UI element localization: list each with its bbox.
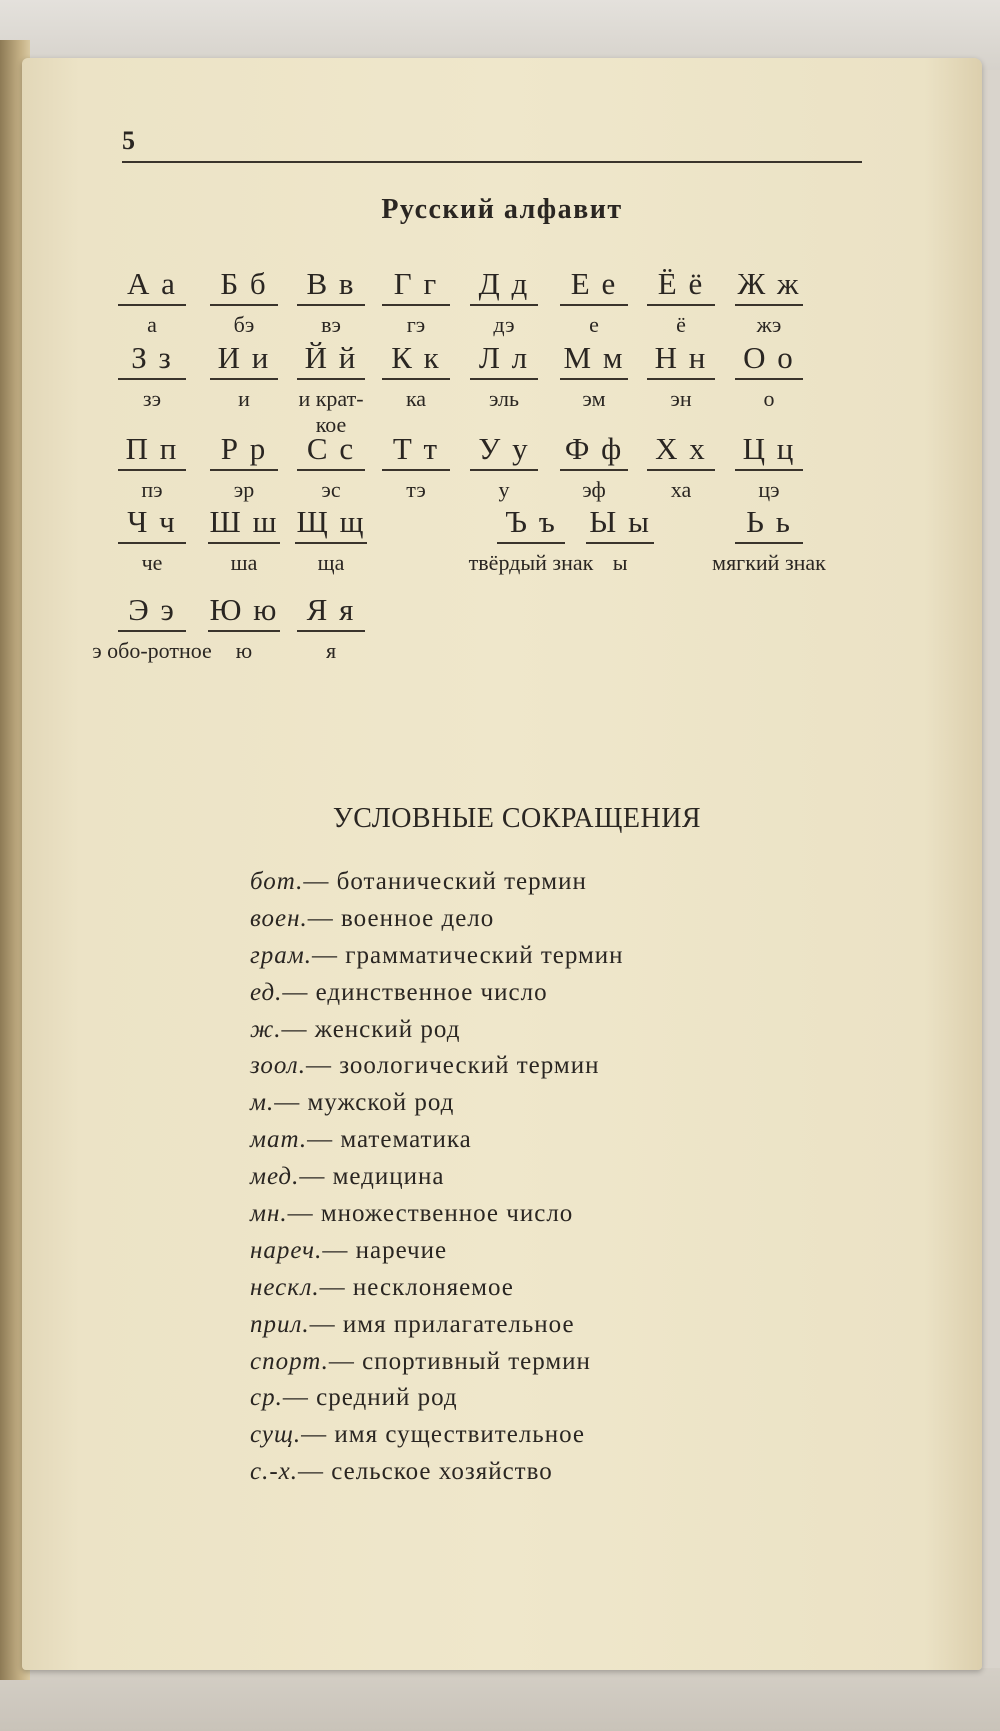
alphabet-cell: [549, 431, 639, 503]
alphabet-cell: [459, 340, 549, 412]
alphabet-letter-name: вэ: [321, 312, 341, 337]
abbreviation-item: [250, 1307, 624, 1344]
abbreviation-dash: —: [301, 1421, 335, 1449]
alphabet-letter: Х х: [647, 431, 715, 471]
alphabet-cell: [549, 340, 639, 412]
abbreviation-key: мат.: [250, 1126, 308, 1154]
alphabet-letter-name: у: [498, 477, 510, 502]
abbreviation-meaning: единственное число: [315, 978, 548, 1006]
abbreviation-meaning: мужской род: [307, 1089, 455, 1117]
alphabet-letter-name: э обо-ротное: [92, 638, 212, 663]
background-surface: [0, 1668, 1000, 1731]
abbreviation-item: [250, 1380, 624, 1417]
alphabet-letter: М м: [560, 340, 628, 380]
alphabet-letter: Э э: [118, 592, 186, 632]
alphabet-cell: [459, 431, 549, 503]
abbreviation-dash: —: [282, 1384, 317, 1412]
abbreviation-key: ср.: [250, 1384, 283, 1412]
alphabet-cell: [575, 504, 665, 576]
alphabet-letter: О о: [735, 340, 803, 380]
alphabet-letter: И и: [210, 340, 278, 380]
alphabet-letter: Й й: [297, 340, 365, 380]
alphabet-letter-name: че: [141, 550, 163, 575]
abbreviation-item: [250, 1196, 624, 1233]
alphabet-cell: [107, 431, 197, 503]
abbreviation-key: грам.: [250, 941, 312, 969]
page-number: 5: [122, 126, 135, 155]
abbreviation-dash: —: [298, 1458, 332, 1486]
abbreviation-meaning: ботанический термин: [336, 868, 587, 895]
abbreviation-dash: —: [307, 904, 342, 932]
alphabet-letter: Ю ю: [208, 592, 281, 632]
abbreviation-dash: —: [309, 1310, 343, 1338]
alphabet-letter: Е е: [560, 266, 628, 306]
abbreviation-item: [250, 938, 624, 975]
abbreviation-item: [250, 1012, 624, 1049]
abbreviation-meaning: средний род: [316, 1384, 458, 1412]
alphabet-letter-name: зэ: [142, 386, 162, 411]
abbreviation-item: [250, 1270, 624, 1307]
abbreviation-meaning: военное дело: [341, 904, 495, 932]
alphabet-cell: [371, 266, 461, 338]
abbreviation-dash: —: [274, 1089, 308, 1117]
abbreviation-meaning: имя существительное: [334, 1421, 585, 1449]
alphabet-letter-name: я: [325, 638, 337, 663]
abbreviation-meaning: грамматический термин: [345, 941, 624, 969]
abbreviation-key: ж.: [250, 1015, 282, 1043]
abbreviation-key: спорт.: [250, 1347, 329, 1375]
alphabet-letter: Г г: [382, 266, 450, 306]
alphabet-letter: Ш ш: [208, 504, 281, 544]
alphabet-letter-name: эф: [582, 477, 606, 502]
alphabet-letter-name: твёрдый знак: [468, 550, 594, 575]
alphabet-letter-name: цэ: [758, 477, 780, 502]
alphabet-cell: [286, 592, 376, 664]
abbreviation-dash: —: [305, 1052, 340, 1080]
alphabet-cell: [107, 266, 197, 338]
alphabet-letter: Р р: [210, 431, 278, 471]
abbreviation-meaning: математика: [340, 1126, 472, 1154]
abbreviation-dash: —: [303, 868, 337, 895]
alphabet-cell: [549, 266, 639, 338]
alphabet-cell: [286, 504, 376, 576]
alphabet-letter-name: ща: [317, 550, 345, 575]
alphabet-cell: [724, 266, 814, 338]
alphabet-letter: Ц ц: [735, 431, 803, 471]
alphabet-cell: [371, 340, 461, 412]
alphabet-letter: С с: [297, 431, 365, 471]
abbreviation-dash: —: [299, 1163, 333, 1191]
alphabet-letter: Я я: [297, 592, 365, 632]
abbreviation-key: нескл.: [250, 1273, 320, 1301]
abbreviation-key: мед.: [250, 1163, 300, 1191]
alphabet-cell: [199, 504, 289, 576]
abbreviations-list: [250, 864, 624, 1491]
alphabet-cell: [371, 431, 461, 503]
abbreviation-item: [250, 1344, 624, 1381]
alphabet-cell: [724, 340, 814, 412]
abbreviation-meaning: множественное число: [320, 1200, 574, 1228]
alphabet-cell: [199, 266, 289, 338]
abbreviation-item: [250, 864, 624, 901]
alphabet-letter-name: ы: [612, 550, 628, 575]
alphabet-cell: [724, 431, 814, 503]
alphabet-letter: Ф ф: [560, 431, 628, 471]
abbreviation-dash: —: [311, 941, 346, 969]
alphabet-cell: [286, 340, 376, 438]
alphabet-cell: [92, 592, 212, 664]
alphabet-letter: У у: [470, 431, 538, 471]
abbreviation-key: ед.: [250, 978, 283, 1006]
abbreviation-key: бот.: [250, 868, 304, 895]
alphabet-cell: [636, 266, 726, 338]
abbreviation-meaning: женский род: [314, 1015, 461, 1043]
alphabet-letter: Ы ы: [586, 504, 654, 544]
book-page: [22, 58, 982, 1670]
abbreviation-key: зоол.: [250, 1052, 306, 1080]
alphabet-letter-name: ша: [230, 550, 258, 575]
abbreviation-item: [250, 1048, 624, 1085]
abbreviation-meaning: спортивный термин: [362, 1347, 591, 1375]
abbreviation-dash: —: [282, 978, 316, 1006]
abbreviation-dash: —: [281, 1015, 315, 1043]
abbreviation-item: [250, 1159, 624, 1196]
alphabet-letter: Н н: [647, 340, 715, 380]
abbreviation-item: [250, 1417, 624, 1454]
alphabet-title: Русский алфавит: [381, 194, 623, 225]
alphabet-letter-name: бэ: [233, 312, 255, 337]
alphabet-letter-name: эс: [321, 477, 341, 502]
abbreviation-item: [250, 1233, 624, 1270]
abbreviation-item: [250, 975, 624, 1012]
abbreviation-meaning: сельское хозяйство: [331, 1458, 553, 1486]
abbreviation-item: [250, 901, 624, 938]
alphabet-letter-name: гэ: [406, 312, 426, 337]
abbreviation-item: [250, 1085, 624, 1122]
abbreviation-meaning: несклоняемое: [352, 1273, 514, 1301]
alphabet-letter: Д д: [470, 266, 538, 306]
alphabet-letter-name: е: [589, 312, 599, 337]
alphabet-letter: А а: [118, 266, 186, 306]
alphabet-letter: З з: [118, 340, 186, 380]
abbreviation-meaning: наречие: [355, 1236, 448, 1264]
abbreviation-item: [250, 1122, 624, 1159]
alphabet-letter: Ж ж: [735, 266, 803, 306]
alphabet-letter-name: эм: [582, 386, 606, 411]
alphabet-letter-name: мягкий знак: [712, 550, 826, 575]
alphabet-letter: В в: [297, 266, 365, 306]
abbreviation-key: воен.: [250, 904, 308, 932]
alphabet-letter: Ь ь: [735, 504, 803, 544]
alphabet-letter-name: жэ: [756, 312, 782, 337]
alphabet-cell: [107, 340, 197, 412]
alphabet-cell: [286, 431, 376, 503]
abbreviation-dash: —: [287, 1200, 321, 1228]
abbreviation-key: м.: [250, 1089, 275, 1117]
alphabet-table: [22, 58, 982, 778]
alphabet-cell: [199, 340, 289, 412]
alphabet-cell: [199, 592, 289, 664]
alphabet-cell: [636, 431, 726, 503]
abbreviation-meaning: зоологический термин: [339, 1052, 600, 1080]
alphabet-letter-name: и крат-кое: [298, 386, 364, 437]
abbreviation-key: с.-х.: [250, 1458, 299, 1486]
alphabet-cell: [636, 340, 726, 412]
alphabet-letter-name: эль: [488, 386, 520, 411]
abbreviation-meaning: имя прилагательное: [342, 1310, 575, 1338]
alphabet-letter-name: эр: [233, 477, 255, 502]
alphabet-letter: К к: [382, 340, 450, 380]
alphabet-cell: [107, 504, 197, 576]
abbreviation-key: сущ.: [250, 1421, 302, 1449]
alphabet-cell: [199, 431, 289, 503]
abbreviation-dash: —: [319, 1273, 353, 1301]
alphabet-letter: Б б: [210, 266, 278, 306]
abbreviation-item: [250, 1454, 624, 1491]
alphabet-letter-name: о: [763, 386, 775, 411]
alphabet-letter-name: ю: [235, 638, 253, 663]
alphabet-cell: [286, 266, 376, 338]
alphabet-letter-name: ха: [670, 477, 692, 502]
alphabet-letter-name: ё: [676, 312, 686, 337]
abbreviation-meaning: медицина: [332, 1163, 445, 1191]
alphabet-letter-name: дэ: [493, 312, 515, 337]
alphabet-letter: П п: [118, 431, 186, 471]
abbreviation-dash: —: [307, 1126, 341, 1154]
alphabet-cell: [704, 504, 834, 576]
alphabet-cell: [459, 266, 549, 338]
abbreviations-title: УСЛОВНЫЕ СОКРАЩЕНИЯ: [332, 803, 702, 834]
alphabet-letter-name: а: [147, 312, 157, 337]
abbreviation-dash: —: [322, 1236, 356, 1264]
alphabet-letter-name: эн: [670, 386, 692, 411]
alphabet-letter: Ъ ъ: [497, 504, 565, 544]
alphabet-letter: Л л: [470, 340, 538, 380]
alphabet-letter-name: пэ: [141, 477, 163, 502]
alphabet-letter: Ё ё: [647, 266, 715, 306]
abbreviation-key: мн.: [250, 1200, 288, 1228]
alphabet-letter-name: тэ: [406, 477, 426, 502]
alphabet-letter: Т т: [382, 431, 450, 471]
alphabet-letter-name: ка: [405, 386, 427, 411]
abbreviation-key: нареч.: [250, 1236, 323, 1264]
alphabet-letter: Щ щ: [295, 504, 368, 544]
abbreviation-key: прил.: [250, 1310, 310, 1338]
alphabet-letter: Ч ч: [118, 504, 186, 544]
abbreviation-dash: —: [328, 1347, 363, 1375]
alphabet-letter-name: и: [238, 386, 250, 411]
